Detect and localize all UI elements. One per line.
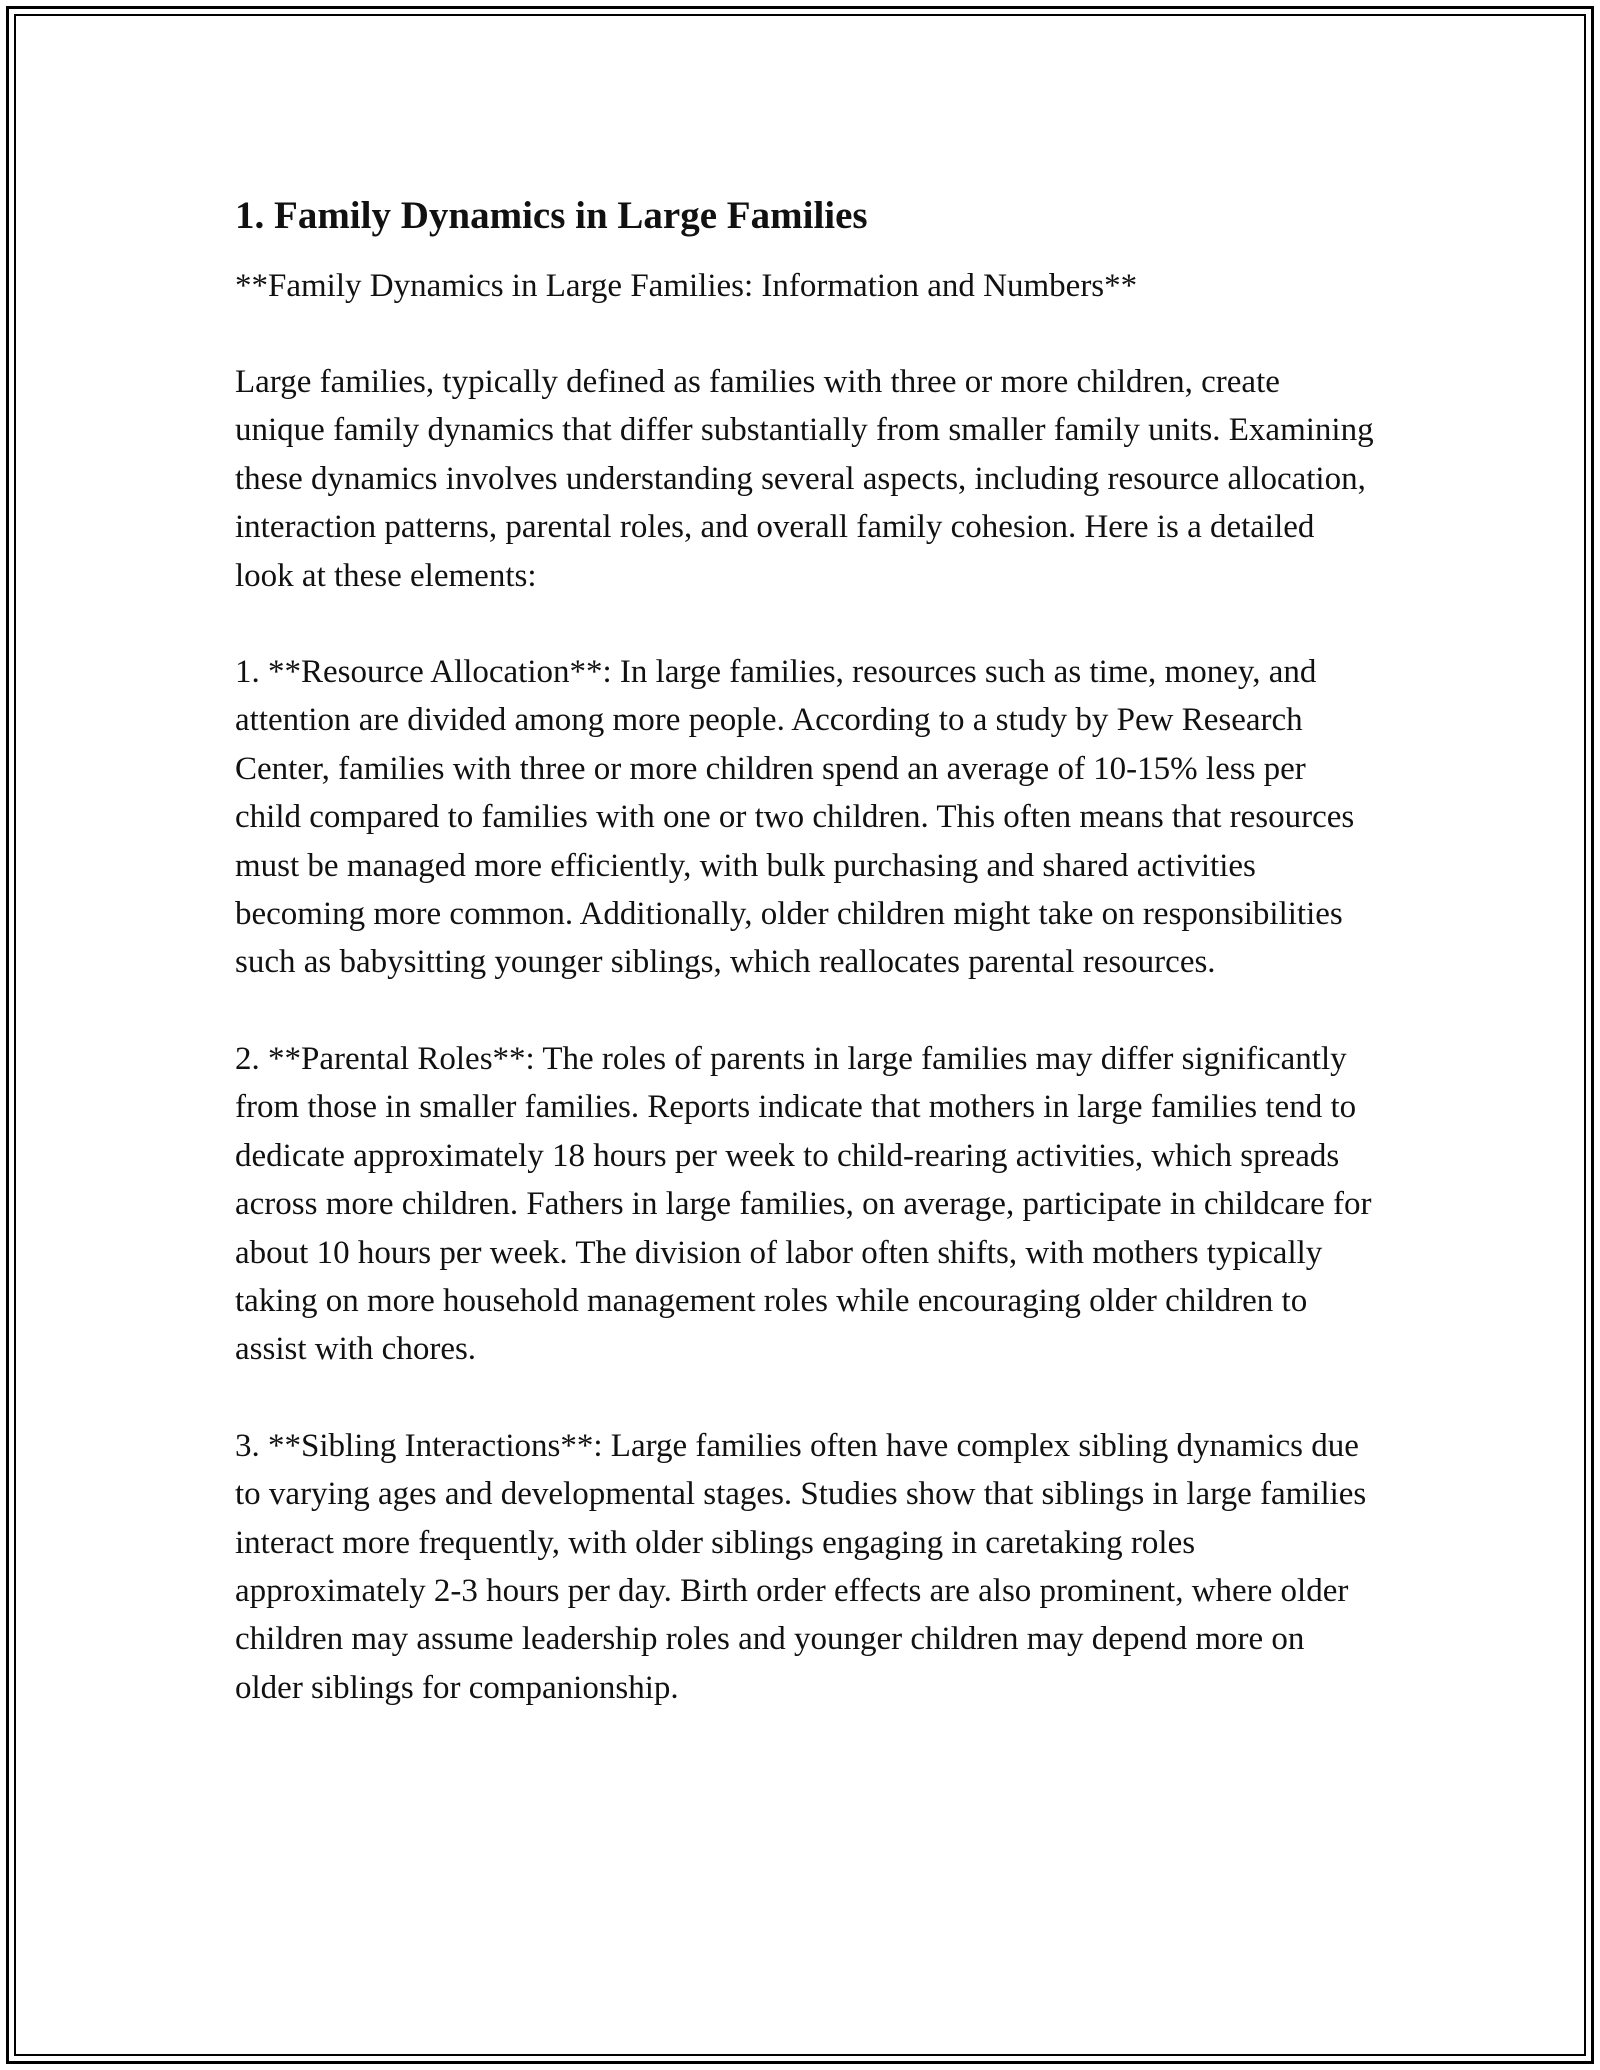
document-subtitle: **Family Dynamics in Large Families: Information and Numbers** — [235, 268, 1138, 304]
section-heading: 1. Family Dynamics in Large Families — [235, 194, 868, 237]
document-body — [235, 190, 1375, 1712]
resource-allocation-paragraph: 1. **Resource Allocation**: In large families, resources such as time, money, and attention are divided among more people. According to a study by Pew Research Center, families with three or more children spend an average of 10-15% less per child compared to families with one or two children. This often means that resources must be managed more efficiently, with bulk purchasing and shared activities becoming more common. Additionally, older children might take on responsibilities such as babysitting younger siblings, which reallocates parental resources. — [235, 654, 1355, 981]
sibling-interactions-paragraph: 3. **Sibling Interactions**: Large families often have complex sibling dynamics due to varying ages and developmental stages. Studies show that siblings in large families interact more frequently, with older siblings engaging in caretaking roles approximately 2-3 hours per day. Birth order effects are also prominent, where older children may assume leadership roles and younger children may depend more on older siblings for companionship. — [235, 1427, 1367, 1706]
intro-paragraph: Large families, typically defined as families with three or more children, create unique family dynamics that differ substantially from smaller family units. Examining these dynamics involves understanding several aspects, including resource allocation, interaction patterns, parental roles, and overall family cohesion. Here is a detailed look at these elements: — [235, 364, 1374, 594]
parental-roles-paragraph: 2. **Parental Roles**: The roles of parents in large families may differ significantly from those in smaller families. Reports indicate that mothers in large families tend to dedicate approximately 18 hours per week to child-rearing activities, which spreads across more children. Fathers in large families, on average, participate in childcare for about 10 hours per week. The division of labor often shifts, with mothers typically taking on more household management roles while encouraging older children to assist with chores. — [235, 1040, 1372, 1368]
